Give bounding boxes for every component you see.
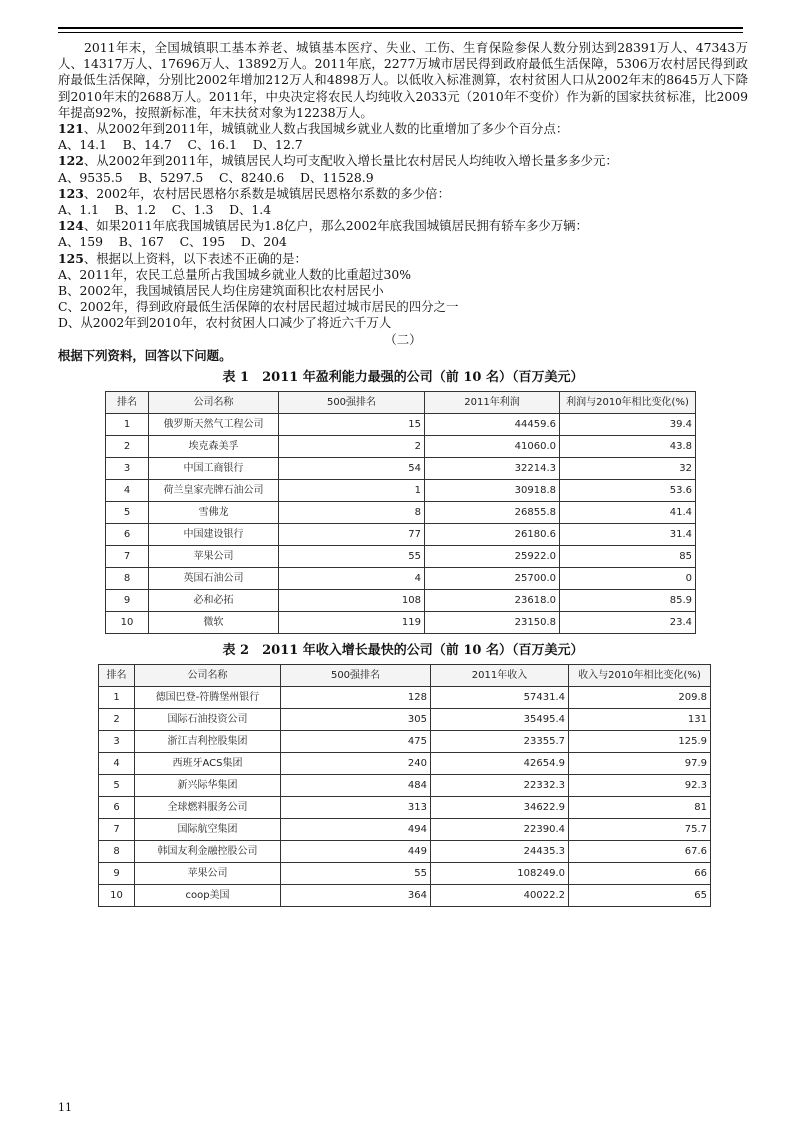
table2-header-cell: 500强排名 xyxy=(281,665,431,687)
table-row xyxy=(99,731,711,753)
table1-cell: 俄罗斯天然气工程公司 xyxy=(149,414,279,436)
table1-cell: 55 xyxy=(279,546,425,568)
table1-cell: 41060.0 xyxy=(425,436,560,458)
table1-cell: 必和必拓 xyxy=(149,590,279,612)
table2-cell: 364 xyxy=(281,885,431,907)
top-rule-thin xyxy=(58,32,743,33)
question-options: A、1.1 B、1.2 C、1.3 D、1.4 xyxy=(58,202,272,218)
table1-cell: 15 xyxy=(279,414,425,436)
table2-cell: 108249.0 xyxy=(431,863,569,885)
table1-cell: 32214.3 xyxy=(425,458,560,480)
table2-cell: 65 xyxy=(569,885,711,907)
table1-cell: 6 xyxy=(106,524,149,546)
table2-cell: 西班牙ACS集团 xyxy=(135,753,281,775)
table1-cell: 9 xyxy=(106,590,149,612)
table1-cell: 1 xyxy=(106,414,149,436)
q125-option: A、2011年，农民工总量所占我国城乡就业人数的比重超过30% xyxy=(58,266,412,282)
table1-cell: 微软 xyxy=(149,612,279,634)
table2-cell: 128 xyxy=(281,687,431,709)
table2-cell: 209.8 xyxy=(569,687,711,709)
table2-cell: 7 xyxy=(99,819,135,841)
page-content xyxy=(58,40,748,907)
question-stem: 、从2002年到2011年，城镇居民人均可支配收入增长量比农村居民人均纯收入增长量多多少元： xyxy=(83,153,618,169)
table2-cell: 97.9 xyxy=(569,753,711,775)
table2-cell: 2 xyxy=(99,709,135,731)
table1-cell: 4 xyxy=(279,568,425,590)
table1-header-cell: 排名 xyxy=(106,392,149,414)
table-row xyxy=(106,458,696,480)
question-121 xyxy=(58,121,748,137)
table1-cell: 3 xyxy=(106,458,149,480)
table1-cell: 4 xyxy=(106,480,149,502)
table2-header-cell: 2011年收入 xyxy=(431,665,569,687)
table1-cell: 85 xyxy=(560,546,696,568)
table2-cell: 23355.7 xyxy=(431,731,569,753)
table2-cell: 42654.9 xyxy=(431,753,569,775)
question-stem: 、如果2011年底我国城镇居民为1.8亿户，那么2002年底我国城镇居民拥有轿车多少万辆： xyxy=(83,218,588,234)
table1-cell: 8 xyxy=(106,568,149,590)
table2-cell: 浙江吉利控股集团 xyxy=(135,731,281,753)
question-number: 121 xyxy=(58,121,84,137)
table2-cell: 5 xyxy=(99,775,135,797)
table2-cell: 国际航空集团 xyxy=(135,819,281,841)
table2-cell: 131 xyxy=(569,709,711,731)
table-row xyxy=(99,753,711,775)
table1-cell: 中国工商银行 xyxy=(149,458,279,480)
table1-cell: 5 xyxy=(106,502,149,524)
table2-cell: 1 xyxy=(99,687,135,709)
table2-header-cell: 排名 xyxy=(99,665,135,687)
table2-cell: 40022.2 xyxy=(431,885,569,907)
table2-cell: 国际石油投资公司 xyxy=(135,709,281,731)
question-125 xyxy=(58,251,748,267)
table1-cell: 53.6 xyxy=(560,480,696,502)
table-row xyxy=(106,568,696,590)
table-row xyxy=(99,797,711,819)
table1-cell: 25922.0 xyxy=(425,546,560,568)
table1-cell: 埃克森美孚 xyxy=(149,436,279,458)
question-number: 122 xyxy=(58,153,84,169)
table1-cell: 26855.8 xyxy=(425,502,560,524)
table1-cell: 英国石油公司 xyxy=(149,568,279,590)
table-row xyxy=(106,612,696,634)
table2-cell: 125.9 xyxy=(569,731,711,753)
table-row xyxy=(106,590,696,612)
table1-cell: 41.4 xyxy=(560,502,696,524)
table1-cell: 23150.8 xyxy=(425,612,560,634)
table1-cell: 23.4 xyxy=(560,612,696,634)
table1-header-cell: 利润与2010年相比变化(%) xyxy=(560,392,696,414)
table1-header-cell: 500强排名 xyxy=(279,392,425,414)
table1-header-row xyxy=(106,392,696,414)
table2-cell: 22390.4 xyxy=(431,819,569,841)
table2-cell: coop美国 xyxy=(135,885,281,907)
table2-cell: 4 xyxy=(99,753,135,775)
table2-cell: 韩国友利金融控股公司 xyxy=(135,841,281,863)
table-row xyxy=(99,709,711,731)
table1-cell: 85.9 xyxy=(560,590,696,612)
table1-cell: 108 xyxy=(279,590,425,612)
question-122 xyxy=(58,153,748,169)
table1-cell: 中国建设银行 xyxy=(149,524,279,546)
table2-cell: 75.7 xyxy=(569,819,711,841)
table2-cell: 484 xyxy=(281,775,431,797)
table1-cell: 10 xyxy=(106,612,149,634)
table1-cell: 54 xyxy=(279,458,425,480)
question-stem: 、2002年，农村居民恩格尔系数是城镇居民恩格尔系数的多少倍： xyxy=(83,185,450,201)
table2-cell: 德国巴登-符腾堡州银行 xyxy=(135,687,281,709)
question-124 xyxy=(58,218,748,234)
table1-cell: 119 xyxy=(279,612,425,634)
section-number: （二） xyxy=(384,331,422,347)
table1-cell: 雪佛龙 xyxy=(149,502,279,524)
q125-option: D、从2002年到2010年，农村贫困人口减少了将近六千万人 xyxy=(58,315,392,331)
table2-cell: 苹果公司 xyxy=(135,863,281,885)
table1-cell: 43.8 xyxy=(560,436,696,458)
table2-cell: 22332.3 xyxy=(431,775,569,797)
table2-cell: 449 xyxy=(281,841,431,863)
question-stem: 、根据以上资料，以下表述不正确的是： xyxy=(83,250,307,266)
table2-cell: 240 xyxy=(281,753,431,775)
question-options: A、14.1 B、14.7 C、16.1 D、12.7 xyxy=(58,137,303,153)
table2-cell: 8 xyxy=(99,841,135,863)
table1-cell: 30918.8 xyxy=(425,480,560,502)
table1-cell: 2 xyxy=(106,436,149,458)
question-number: 123 xyxy=(58,185,84,201)
question-123 xyxy=(58,186,748,202)
table1-cell: 2 xyxy=(279,436,425,458)
table1-cell: 23618.0 xyxy=(425,590,560,612)
table2-cell: 24435.3 xyxy=(431,841,569,863)
table1-cell: 荷兰皇家壳牌石油公司 xyxy=(149,480,279,502)
table-row xyxy=(106,502,696,524)
table2 xyxy=(98,664,711,907)
instruction: 根据下列资料，回答以下问题。 xyxy=(58,347,232,363)
question-stem: 、从2002年到2011年，城镇就业人数占我国城乡就业人数的比重增加了多少个百分点： xyxy=(83,121,569,137)
table2-header-cell: 公司名称 xyxy=(135,665,281,687)
table2-cell: 6 xyxy=(99,797,135,819)
table1-cell: 苹果公司 xyxy=(149,546,279,568)
question-options: A、159 B、167 C、195 D、204 xyxy=(58,234,287,250)
table2-cell: 92.3 xyxy=(569,775,711,797)
table1-cell: 39.4 xyxy=(560,414,696,436)
table1-header-cell: 2011年利润 xyxy=(425,392,560,414)
table2-cell: 3 xyxy=(99,731,135,753)
table1-cell: 25700.0 xyxy=(425,568,560,590)
table1-cell: 32 xyxy=(560,458,696,480)
table-row xyxy=(99,687,711,709)
q125-option: B、2002年，我国城镇居民人均住房建筑面积比农村居民小 xyxy=(58,283,384,299)
table1-cell: 1 xyxy=(279,480,425,502)
table1 xyxy=(105,391,696,634)
table2-header-cell: 收入与2010年相比变化(%) xyxy=(569,665,711,687)
table-row xyxy=(106,414,696,436)
table2-cell: 494 xyxy=(281,819,431,841)
table1-header-cell: 公司名称 xyxy=(149,392,279,414)
table2-cell: 34622.9 xyxy=(431,797,569,819)
table2-title: 表 2 2011 年收入增长最快的公司（前 10 名）（百万美元） xyxy=(222,643,584,659)
table-row xyxy=(99,863,711,885)
table1-cell: 77 xyxy=(279,524,425,546)
page-number: 11 xyxy=(58,1101,72,1114)
table1-cell: 8 xyxy=(279,502,425,524)
table-row xyxy=(106,524,696,546)
table2-cell: 全球燃料服务公司 xyxy=(135,797,281,819)
table-row xyxy=(99,841,711,863)
table1-cell: 44459.6 xyxy=(425,414,560,436)
table1-title: 表 1 2011 年盈利能力最强的公司（前 10 名）（百万美元） xyxy=(222,370,584,386)
table-row xyxy=(106,480,696,502)
table2-cell: 81 xyxy=(569,797,711,819)
table2-cell: 67.6 xyxy=(569,841,711,863)
table-row xyxy=(106,546,696,568)
table2-cell: 57431.4 xyxy=(431,687,569,709)
table1-cell: 26180.6 xyxy=(425,524,560,546)
table2-header-row xyxy=(99,665,711,687)
table-row xyxy=(106,436,696,458)
table2-cell: 55 xyxy=(281,863,431,885)
question-list xyxy=(58,121,748,267)
table2-cell: 475 xyxy=(281,731,431,753)
table2-cell: 10 xyxy=(99,885,135,907)
table1-cell: 7 xyxy=(106,546,149,568)
q125-options xyxy=(58,267,748,332)
question-number: 125 xyxy=(58,250,84,266)
table2-cell: 35495.4 xyxy=(431,709,569,731)
table-row xyxy=(99,885,711,907)
table2-cell: 313 xyxy=(281,797,431,819)
table2-cell: 305 xyxy=(281,709,431,731)
table-row xyxy=(99,775,711,797)
table2-cell: 9 xyxy=(99,863,135,885)
table2-cell: 新兴际华集团 xyxy=(135,775,281,797)
top-rule-thick xyxy=(58,27,743,29)
table1-cell: 31.4 xyxy=(560,524,696,546)
question-number: 124 xyxy=(58,218,84,234)
table2-cell: 66 xyxy=(569,863,711,885)
table-row xyxy=(99,819,711,841)
q125-option: C、2002年，得到政府最低生活保障的农村居民超过城市居民的四分之一 xyxy=(58,299,459,315)
table1-cell: 0 xyxy=(560,568,696,590)
question-options: A、9535.5 B、5297.5 C、8240.6 D、11528.9 xyxy=(58,169,374,185)
passage: 2011年末，全国城镇职工基本养老、城镇基本医疗、失业、工伤、生育保险参保人数分别达到28391万人、47343万人、14317万人、17696万人、13892万人。2011年底，2277万城市居民得到政府最低生活保障，5306万农村居民得到政府最低生活保障，分别比2002年增加212万人和4898万人。以低收入标准测算，农村贫困人口从2002年末的8645万人下降到2010年末的2688万人。2011年，中央决定将农民人均纯收入2033元（2010年不变价）作为新的国家扶贫标准，比2009年提高92%，按照新标准，年末扶贫对象为12238万人。 xyxy=(58,40,748,120)
